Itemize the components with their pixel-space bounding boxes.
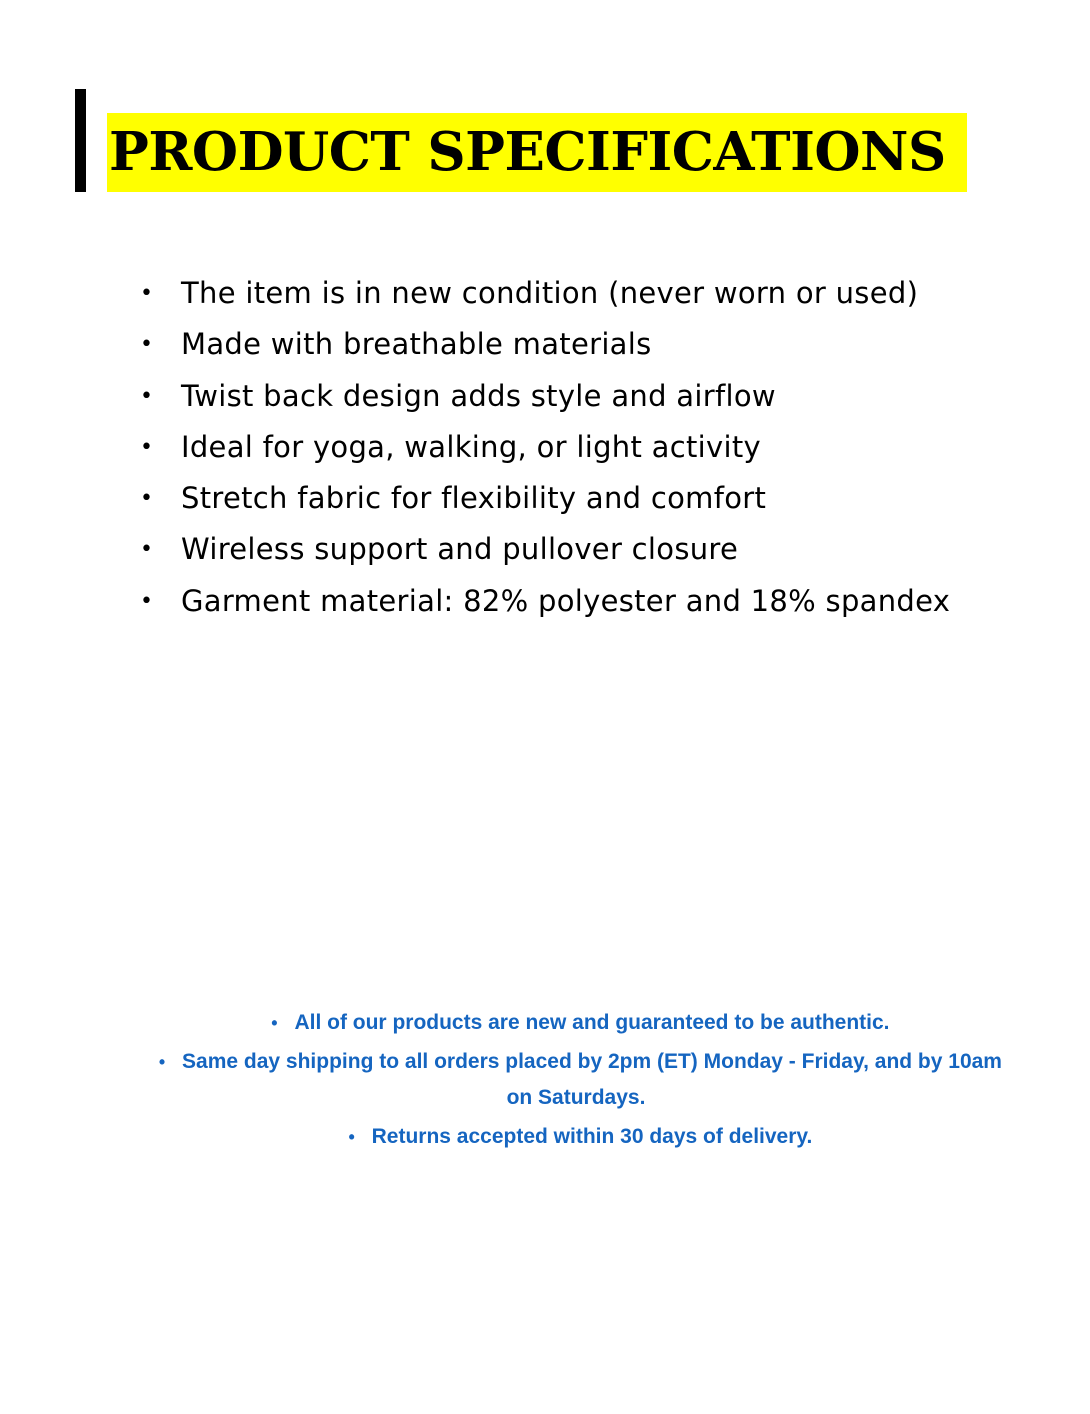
bullet-icon: • — [140, 281, 153, 306]
spec-text: Made with breathable materials — [181, 327, 652, 362]
bullet-icon: • — [140, 486, 153, 512]
spec-text: Twist back design adds style and airflow — [181, 378, 776, 413]
bullet-icon: • — [271, 1013, 278, 1033]
policy-text: Same day shipping to all orders placed by 2pm (ET) Monday - Friday, and by 10am on Saturdays. — [182, 1050, 1002, 1109]
spec-text: Stretch fabric for flexibility and comfort — [181, 481, 767, 516]
policy-list-item — [140, 1044, 1012, 1116]
bullet-icon: • — [140, 588, 153, 614]
policy-list-item — [140, 1005, 1012, 1041]
bullet-icon: • — [348, 1127, 355, 1147]
bullet-icon: • — [158, 1052, 166, 1072]
policy-text: Returns accepted within 30 days of delivery. — [371, 1125, 813, 1148]
bullet-icon: • — [140, 332, 153, 358]
policy-text: All of our products are new and guaranteed to be authentic. — [294, 1011, 890, 1034]
heading-highlight — [107, 113, 967, 192]
spec-text: Garment material: 82% polyester and 18% spandex — [181, 583, 951, 618]
policy-list-item — [140, 1119, 1012, 1155]
page-title: PRODUCT SPECIFICATIONS — [109, 121, 946, 183]
bullet-icon: • — [140, 434, 153, 460]
bullet-icon: • — [140, 383, 153, 409]
bullet-icon: • — [140, 537, 153, 563]
spec-text: Ideal for yoga, walking, or light activity — [181, 429, 761, 464]
store-policy-list — [140, 1005, 1012, 1158]
heading-accent-bar — [75, 89, 86, 192]
spec-text: The item is in new condition (never worn or used) — [181, 276, 919, 310]
spec-text: Wireless support and pullover closure — [181, 532, 739, 567]
